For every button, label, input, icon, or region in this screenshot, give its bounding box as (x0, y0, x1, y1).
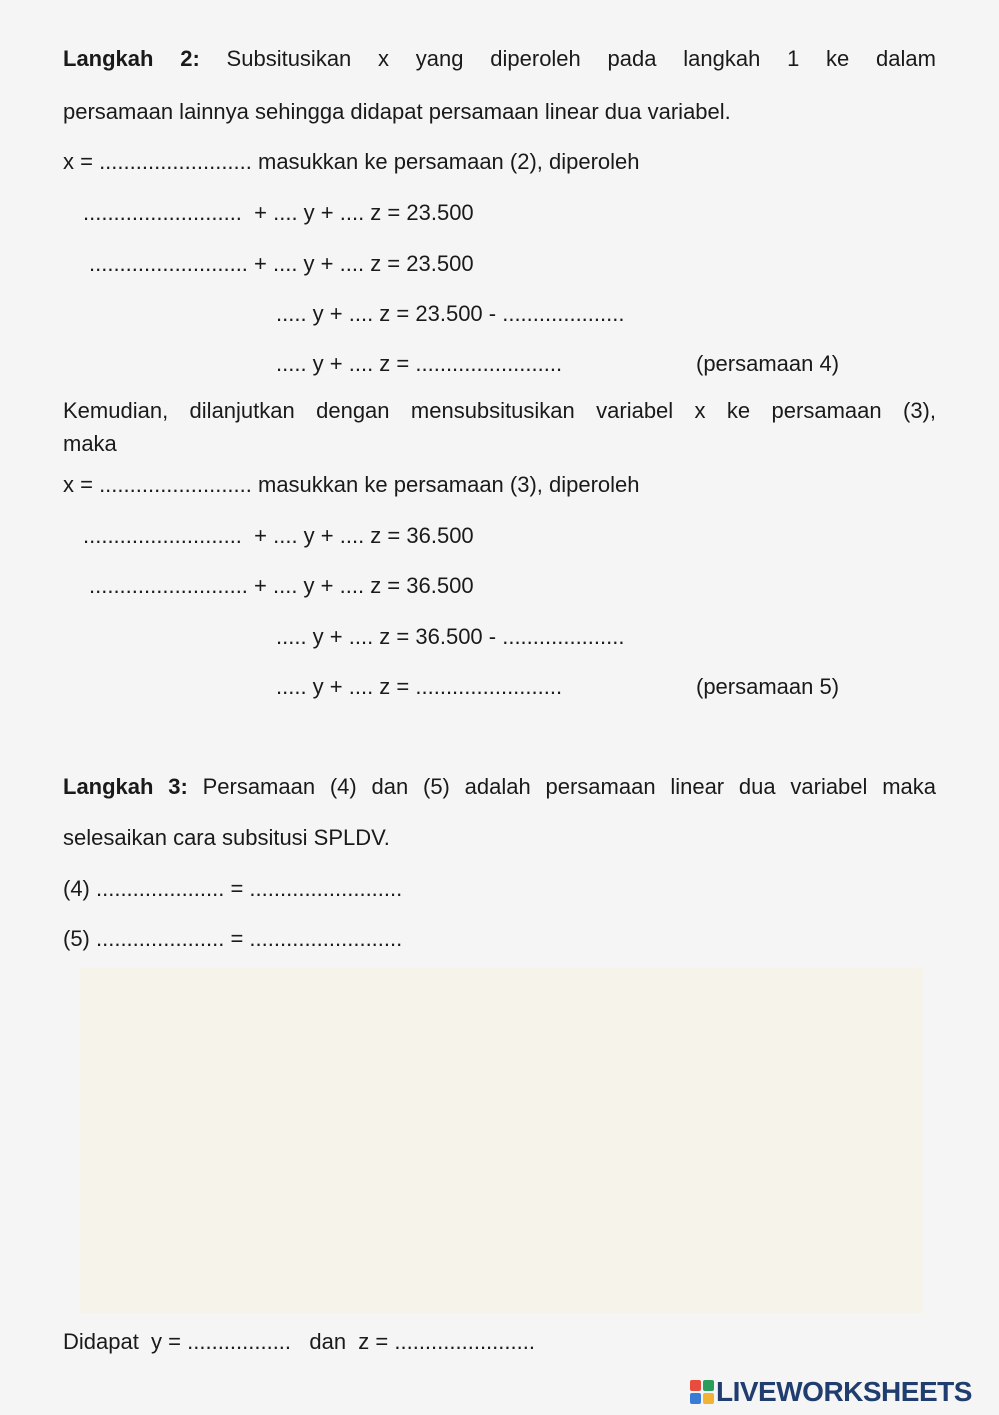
step2-text-line2: persamaan lainnya sehingga didapat persamaan linear dua variabel. (63, 99, 731, 124)
eq5-blank[interactable]: (5) ..................... = ......................... (63, 926, 403, 951)
eq2-row1: .......................... + .... y + .... z = 23.500 (83, 200, 474, 225)
step3-text-line2: selesaikan cara subsitusi SPLDV. (63, 825, 390, 850)
transition-line2: maka (63, 431, 117, 456)
answer-work-area[interactable] (80, 968, 923, 1313)
equation-5-tag: (persamaan 5) (696, 674, 840, 699)
equation-4-tag: (persamaan 4) (696, 351, 840, 376)
eq3-row4: ..... y + .... z = ........................ (276, 674, 563, 699)
eq4-blank[interactable]: (4) ..................... = ......................... (63, 876, 403, 901)
eq2-row3: ..... y + .... z = 23.500 - .................... (276, 301, 625, 326)
eq3-row3: ..... y + .... z = 36.500 - .................... (276, 624, 625, 649)
eq2-row4: ..... y + .... z = ........................ (276, 351, 563, 376)
step2-text-line1: Subsitusikan x yang diperoleh pada langkah 1 ke dalam (226, 46, 936, 71)
eq3-row1: .......................... + .... y + .... z = 36.500 (83, 523, 474, 548)
eq2-intro: x = ......................... masukkan ke persamaan (2), diperoleh (63, 149, 640, 174)
step3-label: Langkah 3: (63, 774, 188, 799)
step3-paragraph (63, 774, 936, 800)
liveworksheets-logo-icon (690, 1380, 714, 1404)
step3-text-line1: Persamaan (4) dan (5) adalah persamaan linear dua variabel maka (202, 774, 936, 799)
transition-paragraph (63, 398, 936, 424)
step2-paragraph (63, 44, 936, 74)
eq2-row2: .......................... + .... y + .... z = 23.500 (89, 251, 474, 276)
transition-line1: Kemudian, dilanjutkan dengan mensubsitusikan variabel x ke persamaan (3), (63, 398, 936, 423)
result-line[interactable]: Didapat y = ................. dan z = ....................... (63, 1329, 535, 1354)
eq3-intro: x = ......................... masukkan ke persamaan (3), diperoleh (63, 472, 640, 497)
liveworksheets-wordmark: LIVEWORKSHEETS (716, 1376, 972, 1407)
liveworksheets-logo (690, 1377, 972, 1407)
step2-label: Langkah 2: (63, 46, 200, 71)
eq3-row2: .......................... + .... y + .... z = 36.500 (89, 573, 474, 598)
